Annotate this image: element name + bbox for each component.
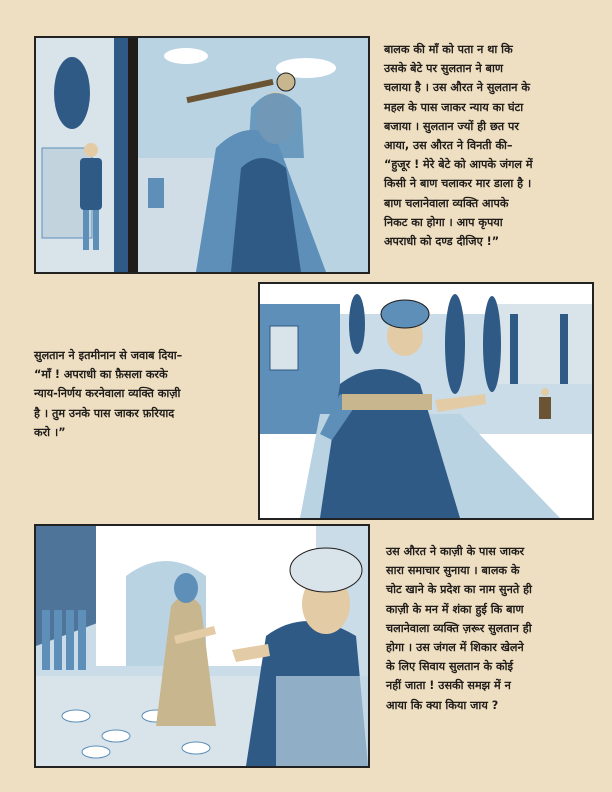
panel-woman-before-qazi: [34, 524, 370, 768]
panel-sultan-on-terrace: [258, 282, 594, 520]
narrative-text-block-2: सुलतान ने इतमीनान से जवाब दिया– “माँ ! अपराधी का फ़ैसला करके न्याय-निर्णय करनेवाला व्यक्ति काज़ी है । तुम उनके पास जाकर फ़रियाद करो ।”: [34, 349, 183, 439]
narrative-text-block-3: उस औरत ने काज़ी के पास जाकर सारा समाचार सुनाया । बालक के चोट खाने के प्रदेश का नाम सुनते ही काज़ी के मन में शंका हुई कि बाण चलानेवाला व्यक्ति ज़रूर सुलतान ही होगा । उस जंगल में शिकार खेलने के लिए सिवाय सुलतान के कोई नहीं जाता ! उसकी समझ में न आया कि क्या किया जाय ?: [386, 545, 532, 712]
panel-mother-rings-bell: [34, 36, 370, 274]
illustration-sultan-on-terrace: [260, 284, 592, 518]
illustration-mother-rings-bell: [36, 38, 368, 272]
illustration-woman-before-qazi: [36, 526, 368, 766]
narrative-text-block-1: बालक की माँ को पता न था कि उसके बेटे पर सुलतान ने बाण चलाया है । उस औरत ने सुलतान के महल के पास जाकर न्याय का घंटा बजाया । सुलतान ज्यों ही छत पर आया, उस औरत ने विनती की– “हुजूर ! मेरे बेटे को आपके जंगल में किसी ने बाण चलाकर मार डाला है । बाण चलानेवाला व्यक्ति आपके निकट का होगा । आप कृपया अपराधी को दण्ड दीजिए !”: [384, 43, 533, 249]
